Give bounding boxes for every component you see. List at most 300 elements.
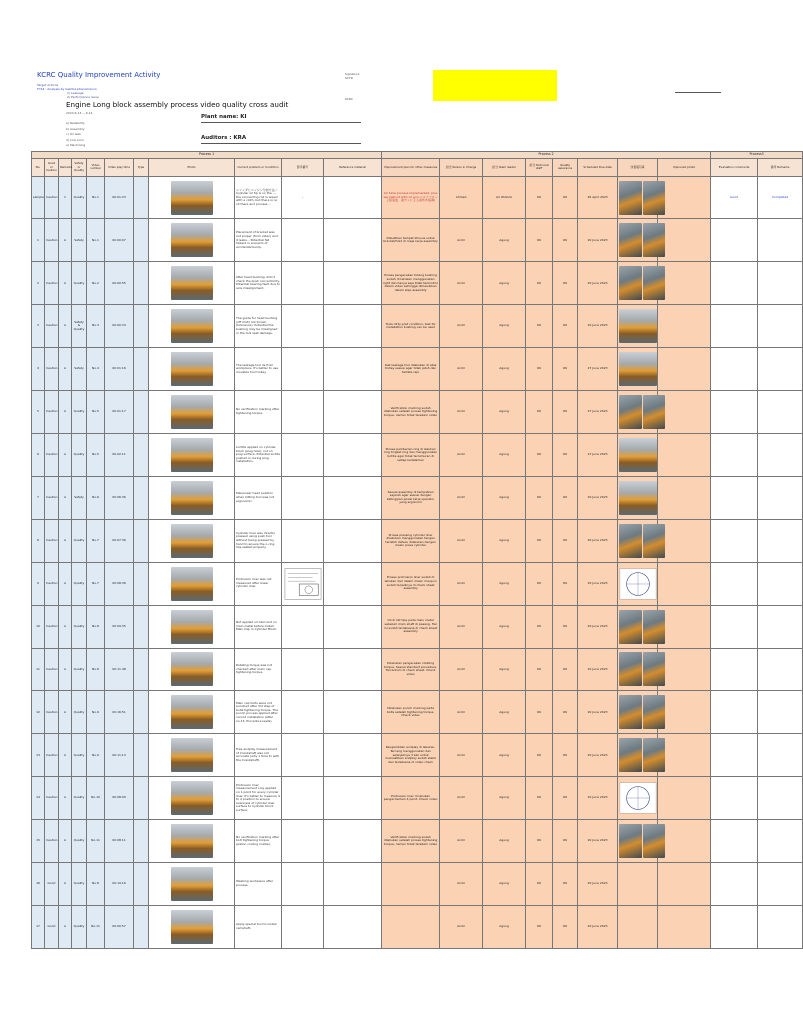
- cell-person-in-charge: Andri: [440, 562, 483, 605]
- cell-remarks: A: [59, 519, 72, 562]
- cell-improved-photo-2: [658, 562, 711, 605]
- auditors-underline: [201, 143, 361, 144]
- cell-evaluation: [711, 562, 758, 605]
- cell-type: [134, 905, 149, 948]
- signature-label: Signature: [345, 72, 360, 76]
- cell-remark-final: Completed: [758, 176, 803, 219]
- cell-reference-material: [324, 176, 382, 219]
- column-header: Type: [134, 159, 149, 176]
- cell-condition: シリンダヒエンジン分析方法 / Cylinder oil tip is on the ..., the connecting rod is wiped with a cloth, but there is no oil there and process ...: [235, 176, 282, 219]
- cell-video-number: No.7: [87, 519, 105, 562]
- cell-remark-final: [758, 434, 803, 477]
- measure-circle-diagram: [619, 781, 657, 815]
- liner-diagram: [284, 567, 322, 601]
- cell-ref-number: [282, 476, 324, 519]
- signature-sub: KCTR: [345, 76, 353, 80]
- cell-ref-number: [282, 305, 324, 348]
- cell-remark-final: [758, 605, 803, 648]
- improved-photo: [619, 395, 665, 429]
- cell-photo: [149, 777, 235, 820]
- cell-type: [134, 691, 149, 734]
- cell-photo: [149, 348, 235, 391]
- column-header: Quality assurance: [553, 159, 578, 176]
- cell-ref-number: [282, 648, 324, 691]
- cell-quality-assurance: OK: [553, 905, 578, 948]
- cell-technical-staff: OK: [526, 219, 553, 262]
- cell-type: [134, 219, 149, 262]
- cell-person-in-charge: Andri: [440, 434, 483, 477]
- cell-reference-material: [324, 648, 382, 691]
- cell-improved-photo-2: [658, 605, 711, 648]
- column-header: Scheduled Due date: [578, 159, 618, 176]
- process-photo: [171, 824, 213, 858]
- process-photo: [171, 695, 213, 729]
- table-row: [32, 777, 803, 820]
- cell-improvement-plan: Protrusion liner di lakukan pengecheckan 4 point. Check video: [382, 777, 440, 820]
- cell-video-time: 00:02:11: [105, 434, 134, 477]
- cell-remark-final: [758, 905, 803, 948]
- cell-condition: Rotating torque was not checked after main cap tightening torque.: [235, 648, 282, 691]
- cell-improved-photo-2: [658, 820, 711, 863]
- cell-evaluation: [711, 434, 758, 477]
- signature-line: [675, 92, 721, 93]
- cell-improved-photo-2: [658, 648, 711, 691]
- cell-video-time: 00:01:17: [105, 391, 134, 434]
- cell-reference-material: [324, 391, 382, 434]
- cell-due-date: 20 June 2023: [578, 305, 618, 348]
- table-row: [32, 219, 803, 262]
- cell-technical-staff: OK: [526, 262, 553, 305]
- cell-improvement-plan: Proses pressing cylinder liner dilakukan menggunakan tangan terlebih dahulu dilakukan dengan mesin press cylinder: [382, 519, 440, 562]
- process-photo: [171, 309, 213, 343]
- cell-team-leader: Agung: [483, 348, 526, 391]
- cell-safety-quality: Quality: [72, 176, 87, 219]
- cell-remarks: A: [59, 348, 72, 391]
- cell-remark-final: [758, 820, 803, 863]
- cell-improved-photo: [618, 476, 658, 519]
- cell-team-leader: Agung: [483, 734, 526, 777]
- cell-improved-photo: [618, 305, 658, 348]
- process-photo: [171, 223, 213, 257]
- cell-condition: Washing workpiece after process.: [235, 863, 282, 906]
- cell-photo: [149, 734, 235, 777]
- section-title: Process 1: [32, 152, 382, 159]
- cell-quality-assurance: OK: [553, 562, 578, 605]
- cell-improvement-plan: [382, 905, 440, 948]
- cell-safety-quality: Safety: [72, 476, 87, 519]
- improved-photo: [619, 181, 665, 215]
- cell-evaluation: [711, 348, 758, 391]
- cell-safety-quality: Quality: [72, 691, 87, 734]
- cell-team-leader: Agung: [483, 519, 526, 562]
- cell-video-time: 00:07:36: [105, 519, 134, 562]
- cell-person-in-charge: Andri: [440, 863, 483, 906]
- cell-safety-quality: Quality: [72, 391, 87, 434]
- cell-photo: [149, 605, 235, 648]
- cell-due-date: 20 June 2023: [578, 863, 618, 906]
- cell-safety-quality: Quality: [72, 734, 87, 777]
- cell-improved-photo: [618, 262, 658, 305]
- cell-condition: After head bushing, didn't check the bush concentricity. Potential bearing fault due to axis misalignment.: [235, 262, 282, 305]
- cell-no: 14: [32, 777, 45, 820]
- measure-circle-diagram: [619, 567, 657, 601]
- cell-quality-assurance: OK: [553, 305, 578, 348]
- target-line: 1) Leakage: [67, 91, 84, 95]
- cell-team-leader: Agung: [483, 476, 526, 519]
- note-item: c) Oil leak: [66, 132, 82, 136]
- cell-evaluation: [711, 863, 758, 906]
- cell-photo: [149, 391, 235, 434]
- cell-person-in-charge: Ahmed: [440, 176, 483, 219]
- column-header: 影序番号: [282, 159, 324, 176]
- cell-reference-material: [324, 434, 382, 477]
- cell-improvement-plan: Proses protrusion liner sudah di lakukan dari dalam mesin maupun sudah terjadinya di check sheet assembly: [382, 562, 440, 605]
- cell-video-time: 00:11:48: [105, 648, 134, 691]
- cell-remarks: A: [59, 476, 72, 519]
- cell-condition: Apply special tool to install camshaft.: [235, 905, 282, 948]
- cell-reference-material: [324, 476, 382, 519]
- note-item: d) Low error: [66, 137, 85, 142]
- cell-safety-quality: Safety & Quality: [72, 305, 87, 348]
- cell-improved-photo: [618, 777, 658, 820]
- cell-improvement-plan: Oil di list tipe pada main metal sebelum main shaft di pasang. Hal ini sudah terlaksana di check sheet assembly: [382, 605, 440, 648]
- cell-no: 3: [32, 305, 45, 348]
- cell-good-caution: Caution: [45, 262, 59, 305]
- cell-remarks: A: [59, 219, 72, 262]
- cell-good-caution: Caution: [45, 777, 59, 820]
- improved-photo: [619, 309, 657, 343]
- cell-remarks: A: [59, 734, 72, 777]
- cell-technical-staff: OK: [526, 605, 553, 648]
- cell-remark-final: [758, 863, 803, 906]
- cell-improved-photo: [618, 648, 658, 691]
- cell-remark-final: [758, 519, 803, 562]
- cell-safety-quality: Safety: [72, 219, 87, 262]
- cell-quality-assurance: OK: [553, 863, 578, 906]
- improved-photo: [619, 652, 665, 686]
- cell-improved-photo: [618, 348, 658, 391]
- cell-photo: [149, 648, 235, 691]
- cell-improvement-plan: Sesuai assembly di tempatkan sejarah agar sesuai dengan ketinggian posisi kerja operator yang ergonomi: [382, 476, 440, 519]
- column-header: 改善後写真: [618, 159, 658, 176]
- target-line: FY24 : Analysis by Gemba phenomenon: [37, 87, 97, 91]
- column-header-row: [32, 159, 803, 176]
- cell-team-leader: Agung: [483, 691, 526, 734]
- cell-due-date: 27 June 2023: [578, 391, 618, 434]
- cell-condition: The leakage tool lie from workplace. It's better to use movable tool trolley.: [235, 348, 282, 391]
- cell-photo: [149, 434, 235, 477]
- cell-condition: Cylinder liner was directly pressed using push tool without being pressed by hand to ensure the o-ring has seated properly.: [235, 519, 282, 562]
- section-title: Process3: [711, 152, 803, 159]
- process-photo: [171, 610, 213, 644]
- cell-technical-staff: OK: [526, 434, 553, 477]
- cell-remark-final: [758, 391, 803, 434]
- cell-reference-material: [324, 262, 382, 305]
- cell-technical-staff: OK: [526, 519, 553, 562]
- category-notes: [66, 121, 85, 149]
- cell-ref-number: [282, 262, 324, 305]
- improved-photo: [619, 352, 657, 386]
- cell-ref-number: [282, 905, 324, 948]
- cell-quality-assurance: OK: [553, 820, 578, 863]
- cell-improved-photo: [618, 391, 658, 434]
- cell-improved-photo-2: [658, 391, 711, 434]
- cell-video-time: 00:08:09: [105, 777, 134, 820]
- cell-good-caution: Caution: [45, 391, 59, 434]
- cell-due-date: 20 June 2023: [578, 820, 618, 863]
- cell-due-date: 20 June 2023: [578, 691, 618, 734]
- cell-improvement-plan: Proses pemberian ring di lakukan ring tingkat ring dan menggunakan loctite agar tidak terlumuran di setiap kedalaman: [382, 434, 440, 477]
- cell-improved-photo-2: [658, 305, 711, 348]
- cell-quality-assurance: OK: [553, 691, 578, 734]
- cell-reference-material: [324, 562, 382, 605]
- cell-condition: Protrusion liner measurement only applied on 1 point for every cylinder liner. It's better to measure 4 to 4 position to ensure evenness of cylinder liner surface to Cylinder block surface.: [235, 777, 282, 820]
- cell-video-number: No.8: [87, 863, 105, 906]
- cell-video-number: No.2: [87, 262, 105, 305]
- cell-photo: [149, 305, 235, 348]
- cell-remark-final: [758, 262, 803, 305]
- cell-technical-staff: OK: [526, 777, 553, 820]
- cell-good-caution: Caution: [45, 219, 59, 262]
- cell-remarks: A: [59, 820, 72, 863]
- cell-quality-assurance: OK: [553, 734, 578, 777]
- column-header: Remarks: [59, 159, 72, 176]
- cell-ref-number: [282, 519, 324, 562]
- cell-reference-material: [324, 348, 382, 391]
- cell-improved-photo: [618, 691, 658, 734]
- cell-photo: [149, 219, 235, 262]
- cell-ref-number: [282, 219, 324, 262]
- cell-person-in-charge: Andri: [440, 820, 483, 863]
- cell-no: 15: [32, 820, 45, 863]
- cell-safety-quality: Quality: [72, 648, 87, 691]
- improved-photo: [619, 738, 665, 772]
- table-row: [32, 734, 803, 777]
- cell-reference-material: [324, 905, 382, 948]
- cell-quality-assurance: OK: [553, 777, 578, 820]
- cell-improvement-plan: Verification marking sudah dilakukan setelah proses tightening torque, namun tidak terekam video: [382, 391, 440, 434]
- section-header-row: [32, 152, 803, 159]
- cell-remarks: A: [59, 605, 72, 648]
- cell-due-date: 20 June 2023: [578, 219, 618, 262]
- cell-no: 10: [32, 605, 45, 648]
- cell-person-in-charge: Andri: [440, 648, 483, 691]
- cell-remarks: A: [59, 863, 72, 906]
- cell-person-in-charge: Andri: [440, 476, 483, 519]
- cell-improved-photo-2: [658, 519, 711, 562]
- cell-evaluation: [711, 820, 758, 863]
- process-photo: [171, 867, 213, 901]
- cell-evaluation: [711, 305, 758, 348]
- cell-video-time: 00:08:11: [105, 820, 134, 863]
- cell-no: 8: [32, 519, 45, 562]
- cell-person-in-charge: Andri: [440, 734, 483, 777]
- cell-reference-material: [324, 305, 382, 348]
- cell-quality-assurance: OK: [553, 176, 578, 219]
- process-photo: [171, 395, 213, 429]
- cell-due-date: 20 June 2023: [578, 562, 618, 605]
- kcrc-label: KCRC: [345, 97, 353, 101]
- cell-good-caution: Good: [45, 905, 59, 948]
- cell-safety-quality: Quality: [72, 562, 87, 605]
- cell-type: [134, 734, 149, 777]
- process-photo: [171, 266, 213, 300]
- cell-type: [134, 519, 149, 562]
- cell-due-date: 27 June 2023: [578, 348, 618, 391]
- table-row: [32, 820, 803, 863]
- cell-condition: Manpower head position when hitting tool was not ergonomic.: [235, 476, 282, 519]
- cell-remark-final: [758, 476, 803, 519]
- cell-improved-photo: [618, 820, 658, 863]
- cell-type: [134, 863, 149, 906]
- cell-safety-quality: Quality: [72, 262, 87, 305]
- cell-safety-quality: Quality: [72, 434, 87, 477]
- cell-type: [134, 820, 149, 863]
- cell-no: 11: [32, 648, 45, 691]
- cell-person-in-charge: Andri: [440, 905, 483, 948]
- cell-team-leader: Agung: [483, 262, 526, 305]
- cell-improved-photo: [618, 434, 658, 477]
- cell-technical-staff: OK: [526, 820, 553, 863]
- cell-improved-photo-2: [658, 262, 711, 305]
- cell-remark-final: [758, 691, 803, 734]
- cell-remark-final: [758, 348, 803, 391]
- cell-team-leader: Agung: [483, 562, 526, 605]
- cell-video-time: 00:01:16: [105, 348, 134, 391]
- cell-video-time: 00:16:51: [105, 691, 134, 734]
- improved-photo: [619, 524, 665, 558]
- cell-improvement-plan: Tools dirty post condition, test for installation bushing can be used: [382, 305, 440, 348]
- cell-quality-assurance: OK: [553, 391, 578, 434]
- cell-ref-number: [282, 605, 324, 648]
- report-title: KCRC Quality Improvement Activity: [37, 71, 161, 79]
- cell-person-in-charge: Andri: [440, 262, 483, 305]
- cell-technical-staff: OK: [526, 691, 553, 734]
- target-line: Target Actions: [37, 83, 59, 87]
- cell-technical-staff: OK: [526, 305, 553, 348]
- cell-evaluation: [711, 777, 758, 820]
- cell-improved-photo: [618, 562, 658, 605]
- cell-improvement-plan: Dibuatkan tempat khusus untuk bracket/hold di meja kerja assembly: [382, 219, 440, 262]
- cell-evaluation: [711, 648, 758, 691]
- process-photo: [171, 738, 213, 772]
- cell-evaluation: [711, 476, 758, 519]
- cell-person-in-charge: Andri: [440, 348, 483, 391]
- cell-video-number: No.9: [87, 691, 105, 734]
- process-photo: [171, 481, 213, 515]
- note-item: b) Assembly: [66, 126, 85, 131]
- table-row: [32, 391, 803, 434]
- column-header: Safety or Quality: [72, 159, 87, 176]
- cell-improved-photo: [618, 176, 658, 219]
- cell-team-leader: Agung: [483, 820, 526, 863]
- cell-type: [134, 648, 149, 691]
- cell-improved-photo: [618, 905, 658, 948]
- cell-condition: No verification marking after bolt tightening torque (piston cooling nozzle).: [235, 820, 282, 863]
- table-row: [32, 476, 803, 519]
- cell-video-number: No.3: [87, 305, 105, 348]
- note-item: e) Machining: [66, 143, 86, 147]
- column-header: Improvement plan for other measures: [382, 159, 440, 176]
- cell-photo: [149, 476, 235, 519]
- cell-no: sample: [32, 176, 45, 219]
- audit-table: [31, 151, 803, 949]
- cell-technical-staff: OK: [526, 476, 553, 519]
- table-row: [32, 562, 803, 605]
- cell-technical-staff: OK: [526, 348, 553, 391]
- cell-condition: No verification marking after tightening torque.: [235, 391, 282, 434]
- cell-ref-number: [282, 820, 324, 863]
- cell-reference-material: [324, 820, 382, 863]
- cell-photo: [149, 905, 235, 948]
- section-title: Process 2: [382, 152, 711, 159]
- cell-person-in-charge: Andri: [440, 219, 483, 262]
- cell-improvement-plan: Dilakukan punch marking pada bolts setelah tightening torque. Check video: [382, 691, 440, 734]
- cell-no: 12: [32, 691, 45, 734]
- cell-due-date: 20 June 2023: [578, 262, 618, 305]
- cell-safety-quality: Quality: [72, 863, 87, 906]
- improved-photo: [619, 610, 665, 644]
- cell-no: 6: [32, 434, 45, 477]
- cell-evaluation: [711, 519, 758, 562]
- cell-remark-final: [758, 305, 803, 348]
- cell-person-in-charge: Andri: [440, 605, 483, 648]
- cell-person-in-charge: Andri: [440, 305, 483, 348]
- cell-no: 5: [32, 391, 45, 434]
- cell-video-number: No.4: [87, 348, 105, 391]
- cell-no: 2: [32, 262, 45, 305]
- auditors-label: Auditors : KRA: [201, 135, 247, 141]
- cell-reference-material: [324, 605, 382, 648]
- cell-video-number: No.1: [87, 219, 105, 262]
- cell-good-caution: Caution: [45, 734, 59, 777]
- cell-remark-final: [758, 734, 803, 777]
- cell-technical-staff: OK: [526, 562, 553, 605]
- table-row: [32, 905, 803, 948]
- cell-good-caution: Caution: [45, 176, 59, 219]
- cell-due-date: 20 June 2023: [578, 648, 618, 691]
- cell-team-leader: Agung: [483, 863, 526, 906]
- table-row: [32, 605, 803, 648]
- cell-improved-photo-2: [658, 348, 711, 391]
- cell-improved-photo-2: [658, 863, 711, 906]
- cell-video-number: No.5: [87, 391, 105, 434]
- cell-photo: [149, 562, 235, 605]
- cell-ref-number: -: [282, 176, 324, 219]
- cell-video-number: No.9: [87, 734, 105, 777]
- cell-evaluation: [711, 691, 758, 734]
- cell-safety-quality: Quality: [72, 777, 87, 820]
- cell-due-date: 20 June 2023: [578, 734, 618, 777]
- cell-ref-number: [282, 863, 324, 906]
- cell-team-leader: Agung: [483, 905, 526, 948]
- cell-technical-staff: OK: [526, 176, 553, 219]
- cell-reference-material: [324, 777, 382, 820]
- note-item: a) Reliability: [66, 121, 85, 125]
- cell-video-number: No.6: [87, 476, 105, 519]
- plant-underline: [201, 122, 361, 123]
- cell-quality-assurance: OK: [553, 519, 578, 562]
- table-row: [32, 348, 803, 391]
- cell-improved-photo-2: [658, 734, 711, 777]
- column-header: Improved photo: [658, 159, 711, 176]
- cell-due-date: 20 June 2023: [578, 476, 618, 519]
- column-header: 担当 Person in Charge: [440, 159, 483, 176]
- cell-reference-material: [324, 519, 382, 562]
- cell-remarks: A: [59, 434, 72, 477]
- table-row: [32, 434, 803, 477]
- cell-video-time: 00:19:16: [105, 863, 134, 906]
